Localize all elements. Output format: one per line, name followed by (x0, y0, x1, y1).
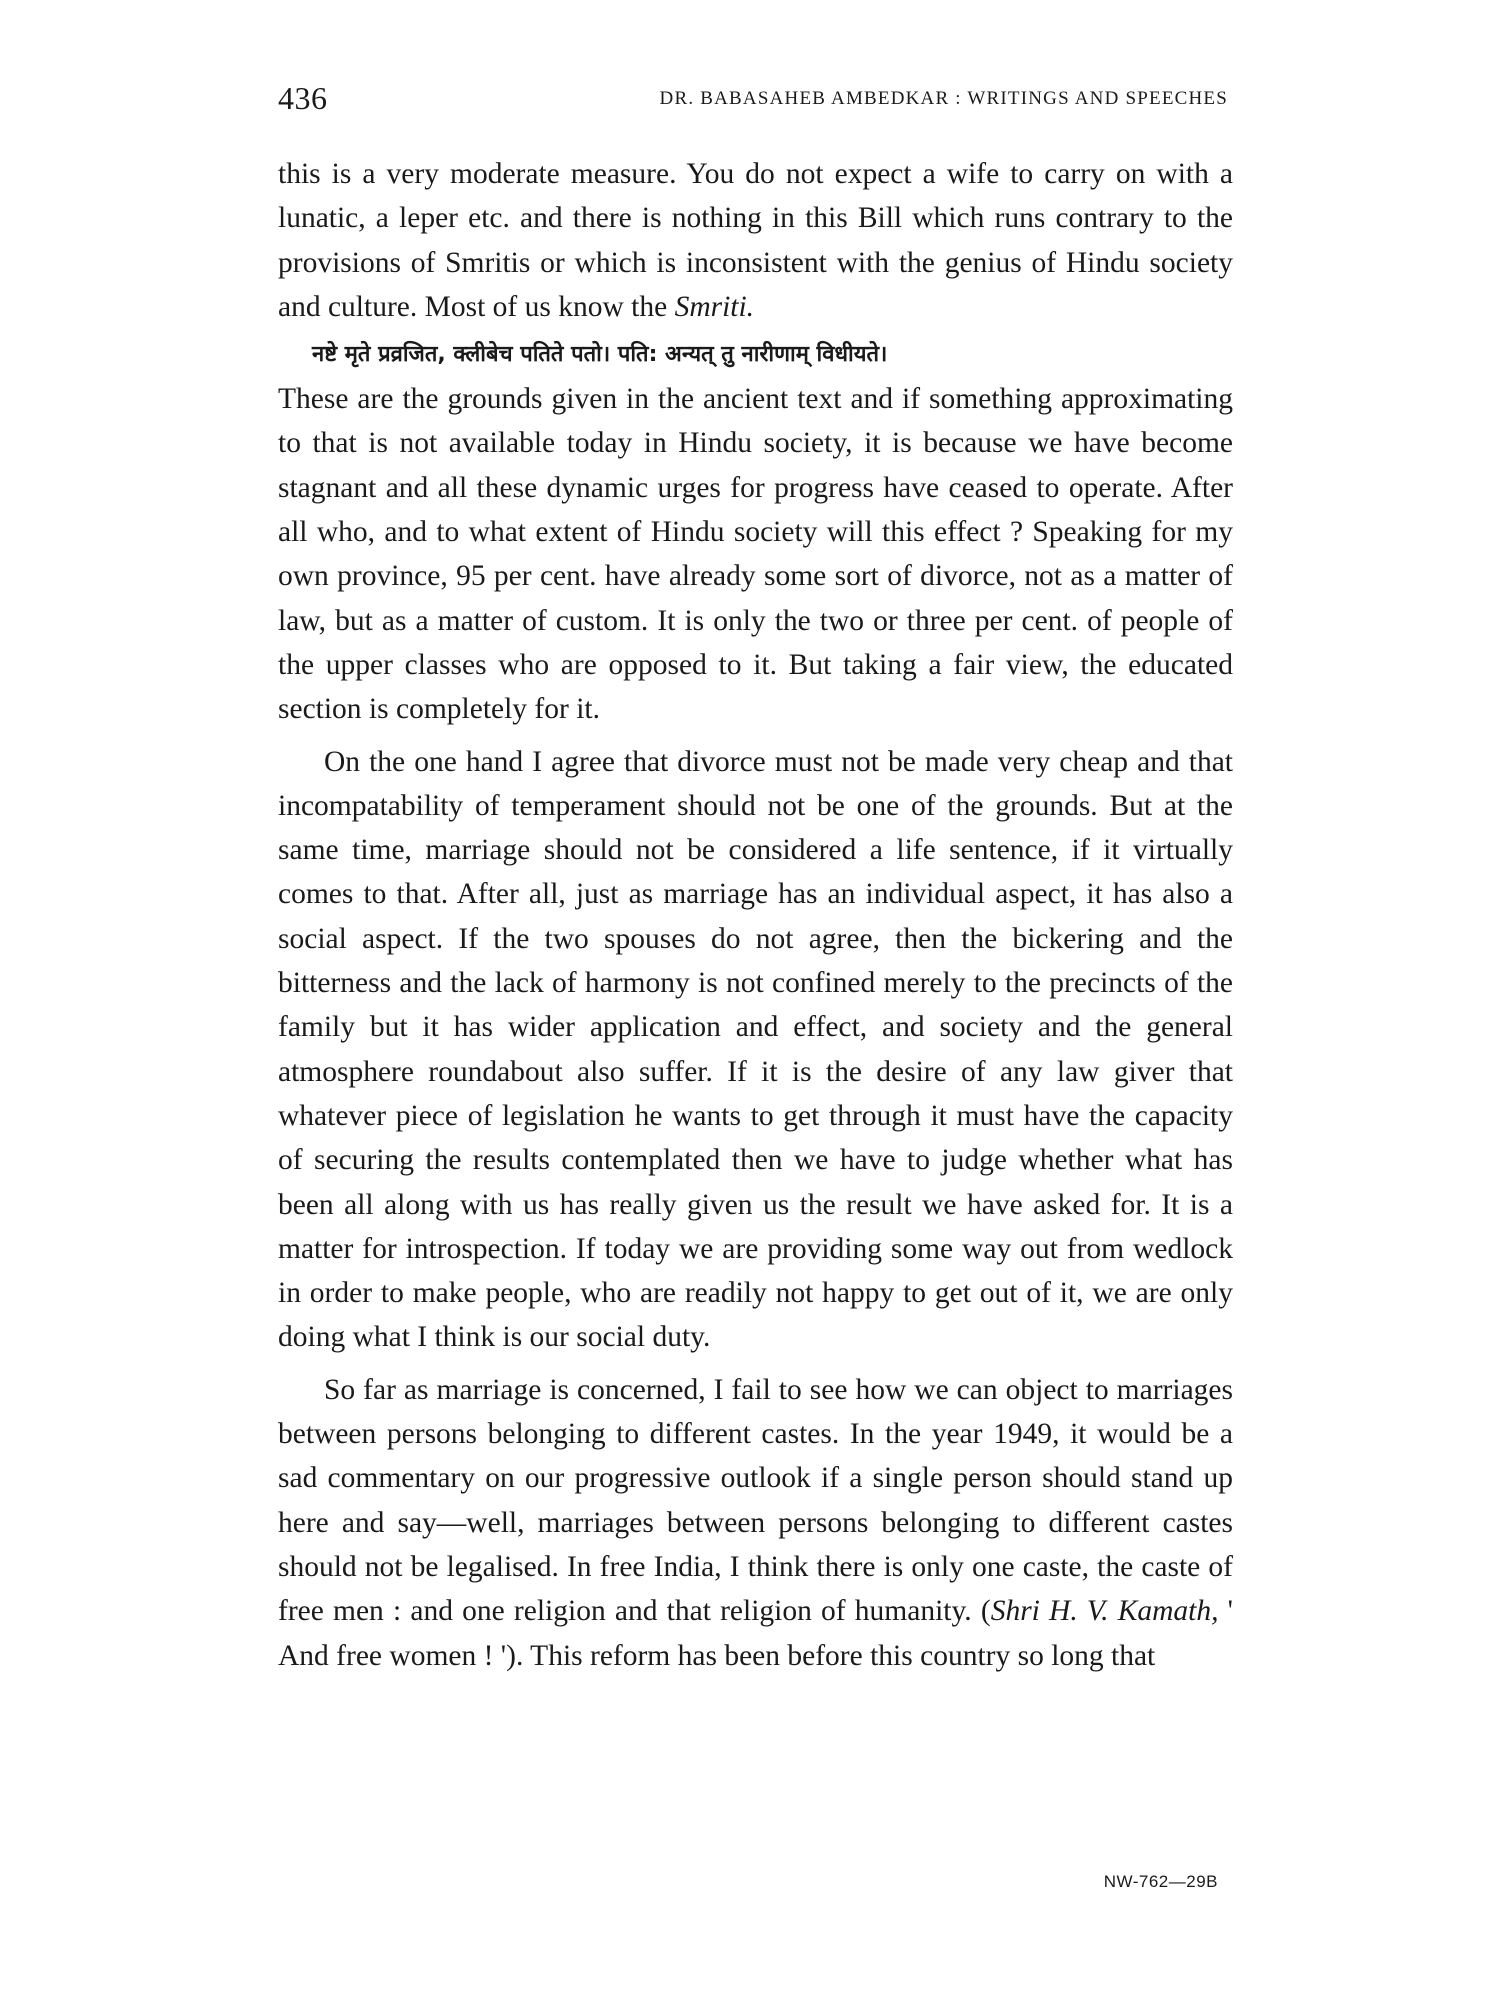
paragraph-continued (278, 152, 1233, 329)
paragraph-4-end: This reform has been before this country so long that (523, 1639, 1156, 1672)
speaker-name: Shri H. V. Kamath, (990, 1595, 1219, 1628)
paragraph-2: These are the grounds given in the ancient text and if something approximating to that is not available today in Hindu society, it is because we have become stagnant and all these dynamic urges for progress have ceased to operate. After all who, and to what extent of Hindu society will this effect ? Speaking for my own province, 95 per cent. have already some sort of divorce, not as a matter of law, but as a matter of custom. It is only the two or three per cent. of people of the upper classes who are opposed to it. But taking a fair view, the educated section is completely for it. (278, 383, 1233, 726)
running-header (278, 80, 1228, 120)
signature-mark: NW-762—29B (1103, 1872, 1218, 1891)
running-title: DR. BABASAHEB AMBEDKAR : WRITINGS AND SPEECHES (659, 88, 1228, 109)
body-text (278, 152, 1233, 1678)
paragraph-4 (278, 1368, 1233, 1678)
paragraph-1-text: this is a very moderate measure. You do not expect a wife to carry on with a lunatic, a leper etc. and there is nothing in this Bill which runs contrary to the provisions of Smritis or which is inconsistent with the genius of Hindu society and culture. Most of us know the (278, 158, 1233, 323)
sanskrit-verse: नष्टे मृते प्रव्रजित, क्लीबेच पतिते पतो। पति: अन्यत् तु नारीणाम् विधीयते। (312, 342, 888, 368)
interjection-quote: ' And free women ! '). (278, 1595, 1234, 1672)
paragraph-3: On the one hand I agree that divorce must not be made very cheap and that incompatability of temperament should not be one of the grounds. But at the same time, marriage should not be considered a life sentence, if it virtually comes to that. After all, just as marriage has an individual aspect, it has also a social aspect. If the two spouses do not agree, then the bickering and the bitterness and the lack of harmony is not confined merely to the precincts of the family but it has wider application and effect, and society and the general atmosphere roundabout also suffer. If it is the desire of any law giver that whatever piece of legislation he wants to get through it must have the capacity of securing the results contemplated then we have to judge whether what has been all along with us has really given us the result we have asked for. It is a matter for introspection. If today we are providing some way out from wedlock in order to make people, who are readily not happy to get out of it, we are only doing what I think is our social duty. (278, 745, 1233, 1354)
smriti-term: Smriti. (674, 290, 755, 323)
paragraph-4-start: So far as marriage is concerned, I fail to see how we can object to marriages between persons belonging to different castes. In the year 1949, it would be a sad commentary on our progressive outlook if a single person should stand up here and say—well, marriages between persons belonging to different castes should not be legalised. In free India, I think there is only one caste, the caste of free men : and one religion and that religion of humanity. ( (278, 1373, 1233, 1628)
page-number: 436 (278, 80, 328, 116)
